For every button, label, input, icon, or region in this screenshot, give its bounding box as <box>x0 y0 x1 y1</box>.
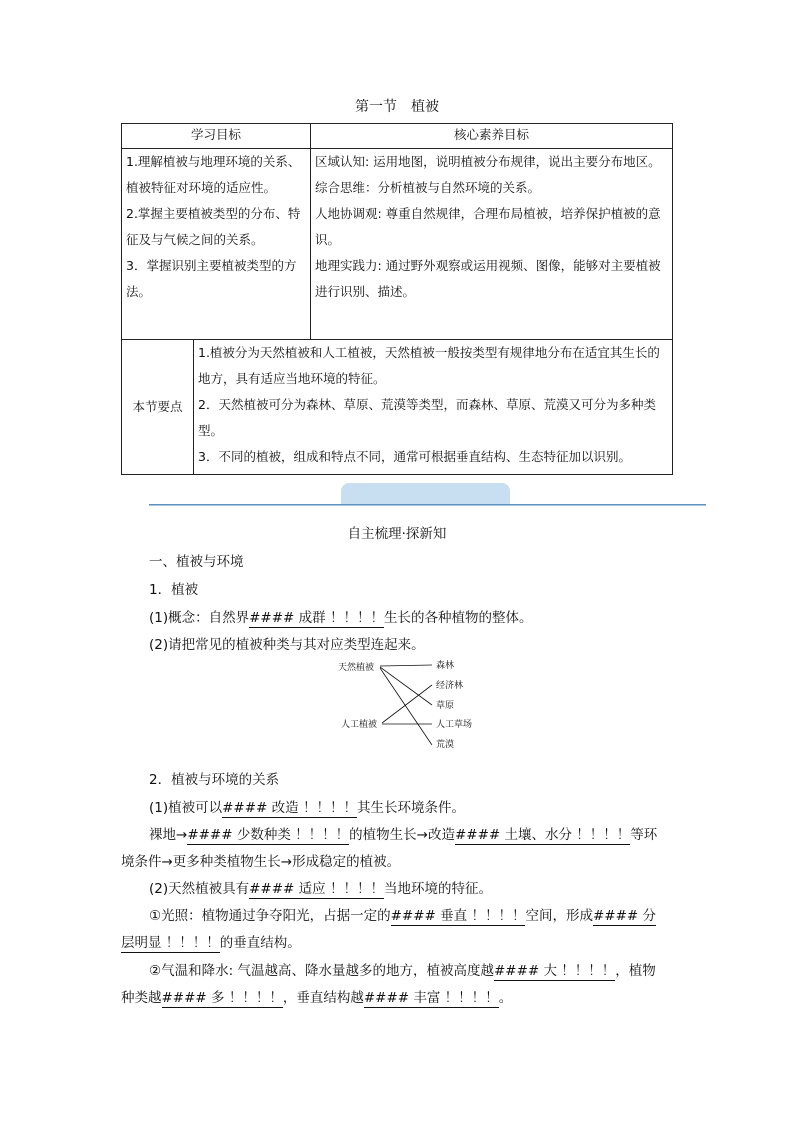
heading-relation: 2．植被与环境的关系 <box>149 772 280 788</box>
answer-blank: #### 丰富 ！！！！ <box>363 990 499 1006</box>
heading-vegetation: 1．植被 <box>149 582 199 598</box>
right-label: 草原 <box>436 701 455 711</box>
text: 的植物生长→改造 <box>349 827 455 843</box>
text: 。 <box>498 990 513 1006</box>
text: ②气温和降水: 气温越高、降水量越多的地方，植被高度越 <box>149 963 494 979</box>
answer-blank: #### 垂直 ！！！！ <box>390 908 526 924</box>
answer-blank: #### 适应 ！！！！ <box>249 881 384 897</box>
answer-blank: 层明显 ！！！！ <box>121 935 220 951</box>
goal-item: 2.掌握主要植被类型的分布、特征及与气候之间的关系。 <box>126 206 301 247</box>
match-line <box>380 668 432 745</box>
concept-line <box>149 606 532 626</box>
goal-item: 1.理解植被与地理环境的关系、植被特征对环境的适应性。 <box>126 154 301 195</box>
header-core-goals: 核心素养目标 <box>311 124 673 149</box>
text: 当地环境的特征。 <box>383 881 492 897</box>
right-label: 人工草场 <box>436 720 473 730</box>
answer-blank: #### 分 <box>592 908 656 924</box>
right-label: 森林 <box>436 661 455 671</box>
text: 生长的各种植物的整体。 <box>383 610 533 626</box>
answer-blank: #### 成群 ！！！！ <box>249 610 384 626</box>
core-item: 地理实践力: 通过野外观察或运用视频、图像，能够对主要植被进行识别、描述。 <box>315 258 661 299</box>
text: 种类越 <box>121 990 162 1006</box>
section-tab <box>341 483 510 505</box>
text: ①光照：植物通过争夺阳光，占据一定的 <box>149 908 391 924</box>
matching-diagram <box>330 656 490 756</box>
key-points-label: 本节要点 <box>122 340 194 475</box>
answer-blank: #### 少数种类 ！！！！ <box>187 827 350 843</box>
left-label: 天然植被 <box>338 663 375 673</box>
text: (1)植被可以 <box>149 800 223 816</box>
matching-instruction: (2)请把常见的植被种类与其对应类型连起来。 <box>149 637 425 653</box>
succession-line <box>149 823 657 843</box>
text: ，垂直结构越 <box>282 990 364 1006</box>
climate-line <box>149 959 656 979</box>
answer-blank: #### 土壤、水分 ！！！！ <box>454 827 631 843</box>
core-item: 区域认知: 运用地图，说明植被分布规律，说出主要分布地区。 <box>315 154 661 169</box>
right-label: 荒漠 <box>436 740 455 750</box>
answer-blank: #### 多 ！！！！ <box>161 990 283 1006</box>
left-label: 人工植被 <box>341 720 378 730</box>
succession-line-cont: 境条件→更多种类植物生长→形成稳定的植被。 <box>121 854 401 870</box>
climate-line-cont <box>121 986 512 1006</box>
text: (1)概念：自然界 <box>149 610 250 626</box>
key-point: 3．不同的植被，组成和特点不同，通常可根据垂直结构、生态特征加以识别。 <box>198 449 631 464</box>
key-point: 1.植被分为天然植被和人工植被，天然植被一般按类型有规律地分布在适宜其生长的地方，具有适应当地环境的特征。 <box>198 345 660 386</box>
section-divider-light <box>149 505 706 506</box>
match-line <box>380 665 432 666</box>
heading-vegetation-environment: 一、植被与环境 <box>149 554 244 570</box>
key-point: 2．天然植被可分为森林、草原、荒漠等类型，而森林、草原、荒漠又可分为多种类型。 <box>198 397 656 438</box>
match-line <box>380 667 432 705</box>
key-points-cell <box>194 340 673 475</box>
match-line <box>382 685 432 723</box>
text: 其生长环境条件。 <box>356 800 465 816</box>
section-title: 自主梳理·探新知 <box>347 526 447 542</box>
text: (2)天然植被具有 <box>149 881 250 897</box>
answer-blank: #### 改造 ！！！！ <box>222 800 357 816</box>
text: 的垂直结构。 <box>219 935 301 951</box>
core-goals-cell <box>311 149 673 340</box>
learning-goals-cell <box>122 149 311 340</box>
light-line <box>149 904 656 924</box>
header-learning-goals: 学习目标 <box>122 124 311 149</box>
text: 等环 <box>630 827 658 843</box>
core-item: 综合思维：分析植被与自然环境的关系。 <box>315 180 541 195</box>
page-title: 第一节 植被 <box>355 99 439 115</box>
text: ，植物 <box>615 963 656 979</box>
light-line-cont <box>121 931 301 951</box>
core-item: 人地协调观: 尊重自然规律，合理布局植被，培养保护植被的意识。 <box>315 206 661 247</box>
adapt-line <box>149 877 492 897</box>
answer-blank: #### 大 ！！！！ <box>493 963 616 979</box>
transform-line <box>149 796 465 816</box>
text: 空间，形成 <box>525 908 593 924</box>
text: 裸地→ <box>149 827 188 843</box>
goal-item: 3．掌握识别主要植被类型的方法。 <box>126 258 297 299</box>
right-label: 经济林 <box>436 681 464 691</box>
objectives-table <box>121 123 673 475</box>
